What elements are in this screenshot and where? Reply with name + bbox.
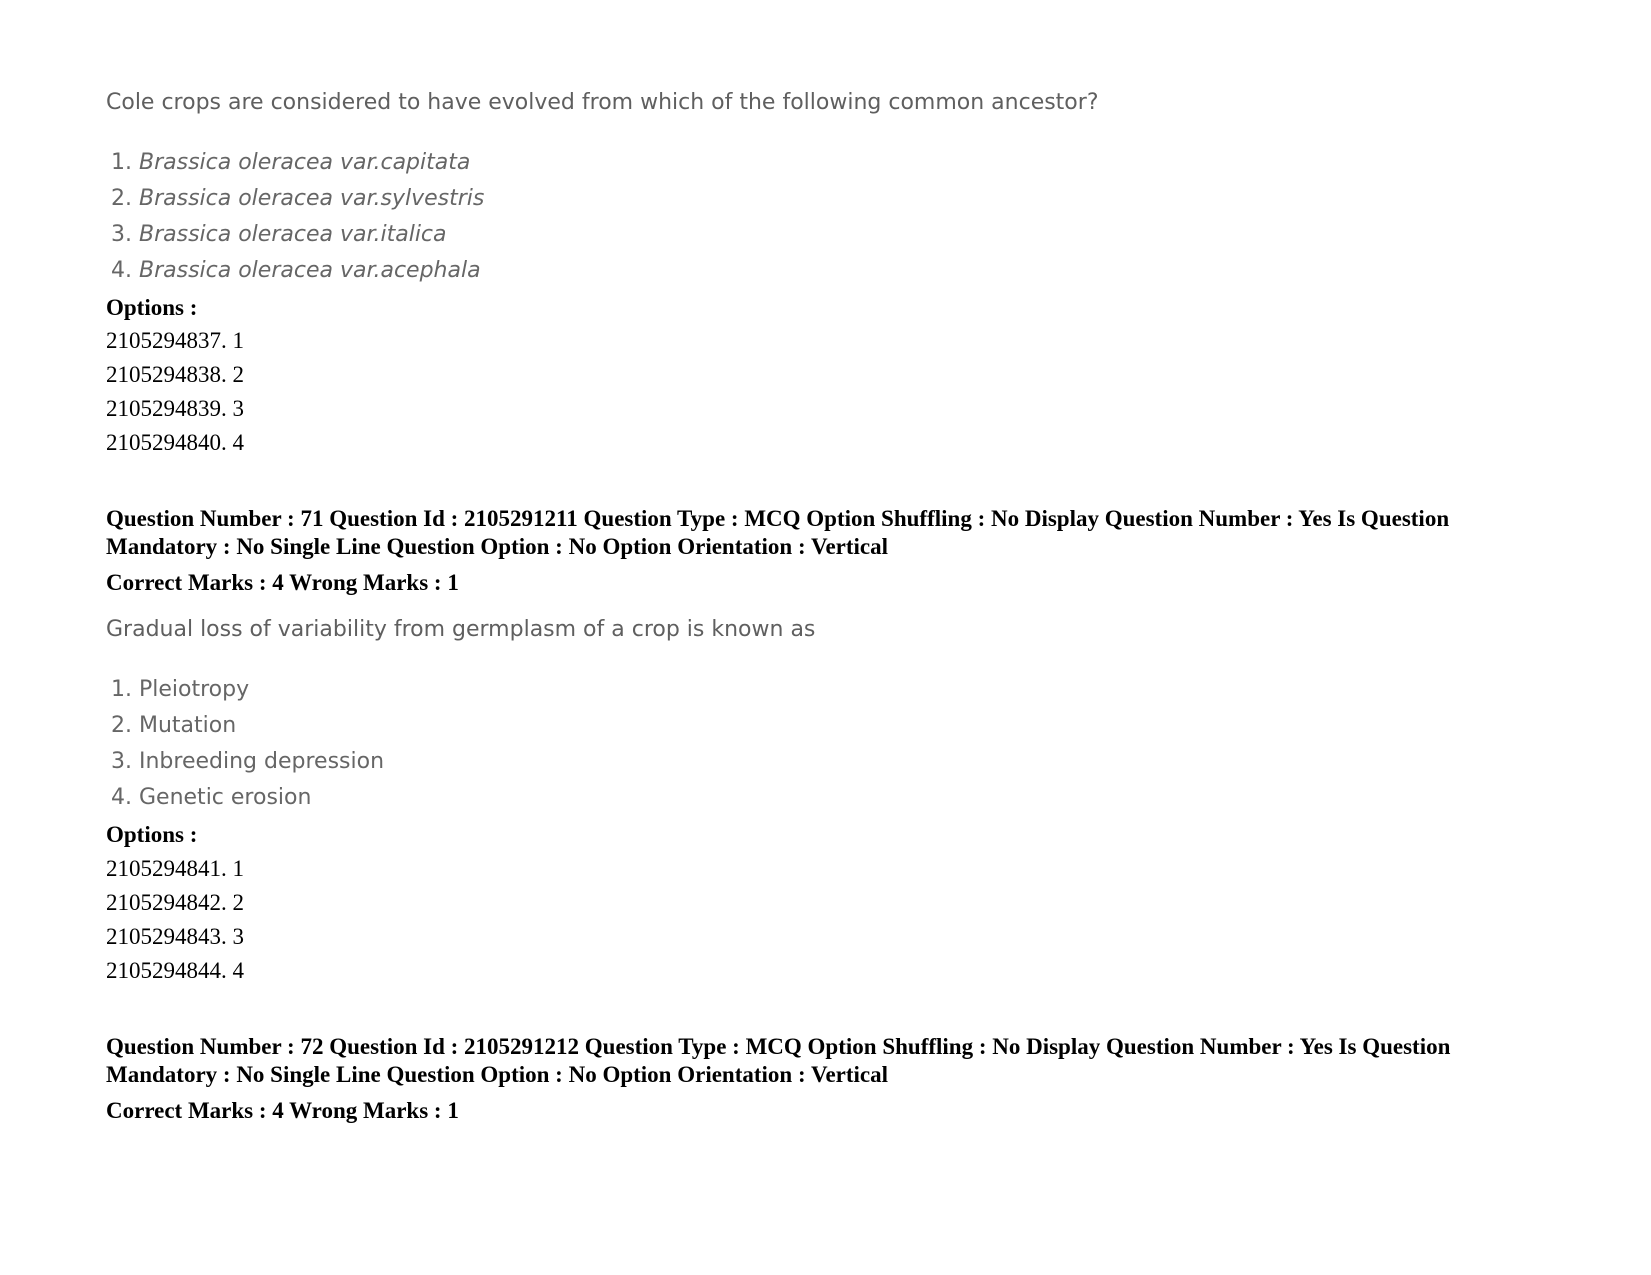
question-72-marks: Correct Marks : 4 Wrong Marks : 1 [106,1098,459,1123]
choice-item [111,713,236,738]
choice-item [111,749,384,774]
choice-label: Inbreeding depression [139,749,385,774]
option-id-row: 2105294840. 4 [106,430,244,455]
question-72-meta: Question Number : 72 Question Id : 2105291212 Question Type : MCQ Option Shuffling : No Display Question Number : Yes Is Question Mandatory : No Single Line Question Option : No Option Orientation : Vertical [106,1034,1451,1087]
option-id-row: 2105294844. 4 [106,958,244,983]
choice-label: Brassica oleracea var.capitata [139,150,471,175]
choice-label: Brassica oleracea var.sylvestris [139,186,485,211]
options-heading: Options : [106,822,198,847]
choice-label: Pleiotropy [139,677,250,702]
option-id-row: 2105294837. 1 [106,328,244,353]
choice-item [111,150,470,175]
option-id-row: 2105294838. 2 [106,362,244,387]
choice-number: 1. [111,150,132,175]
choice-label: Mutation [139,713,237,738]
option-id-row: 2105294841. 1 [106,856,244,881]
option-id-row: 2105294843. 3 [106,924,244,949]
choice-number: 4. [111,258,132,283]
choice-number: 2. [111,186,132,211]
choice-number: 3. [111,222,132,247]
choice-item [111,186,484,211]
choice-number: 3. [111,749,132,774]
choice-label: Genetic erosion [139,785,312,810]
choice-label: Brassica oleracea var.italica [139,222,447,247]
choice-item [111,258,481,283]
option-id-row: 2105294842. 2 [106,890,244,915]
choice-number: 2. [111,713,132,738]
options-heading: Options : [106,295,198,320]
choice-number: 4. [111,785,132,810]
choice-item [111,785,311,810]
question-71-marks: Correct Marks : 4 Wrong Marks : 1 [106,570,459,595]
question-71-meta: Question Number : 71 Question Id : 2105291211 Question Type : MCQ Option Shuffling : No Display Question Number : Yes Is Question Mandatory : No Single Line Question Option : No Option Orientation : Vertical [106,506,1450,559]
choice-label: Brassica oleracea var.acephala [139,258,481,283]
question-71-text: Gradual loss of variability from germplasm of a crop is known as [106,617,816,642]
choice-number: 1. [111,677,132,702]
option-id-row: 2105294839. 3 [106,396,244,421]
choice-item [111,677,249,702]
choice-item [111,222,447,247]
question-70-text: Cole crops are considered to have evolved from which of the following common ancestor? [106,90,1099,115]
